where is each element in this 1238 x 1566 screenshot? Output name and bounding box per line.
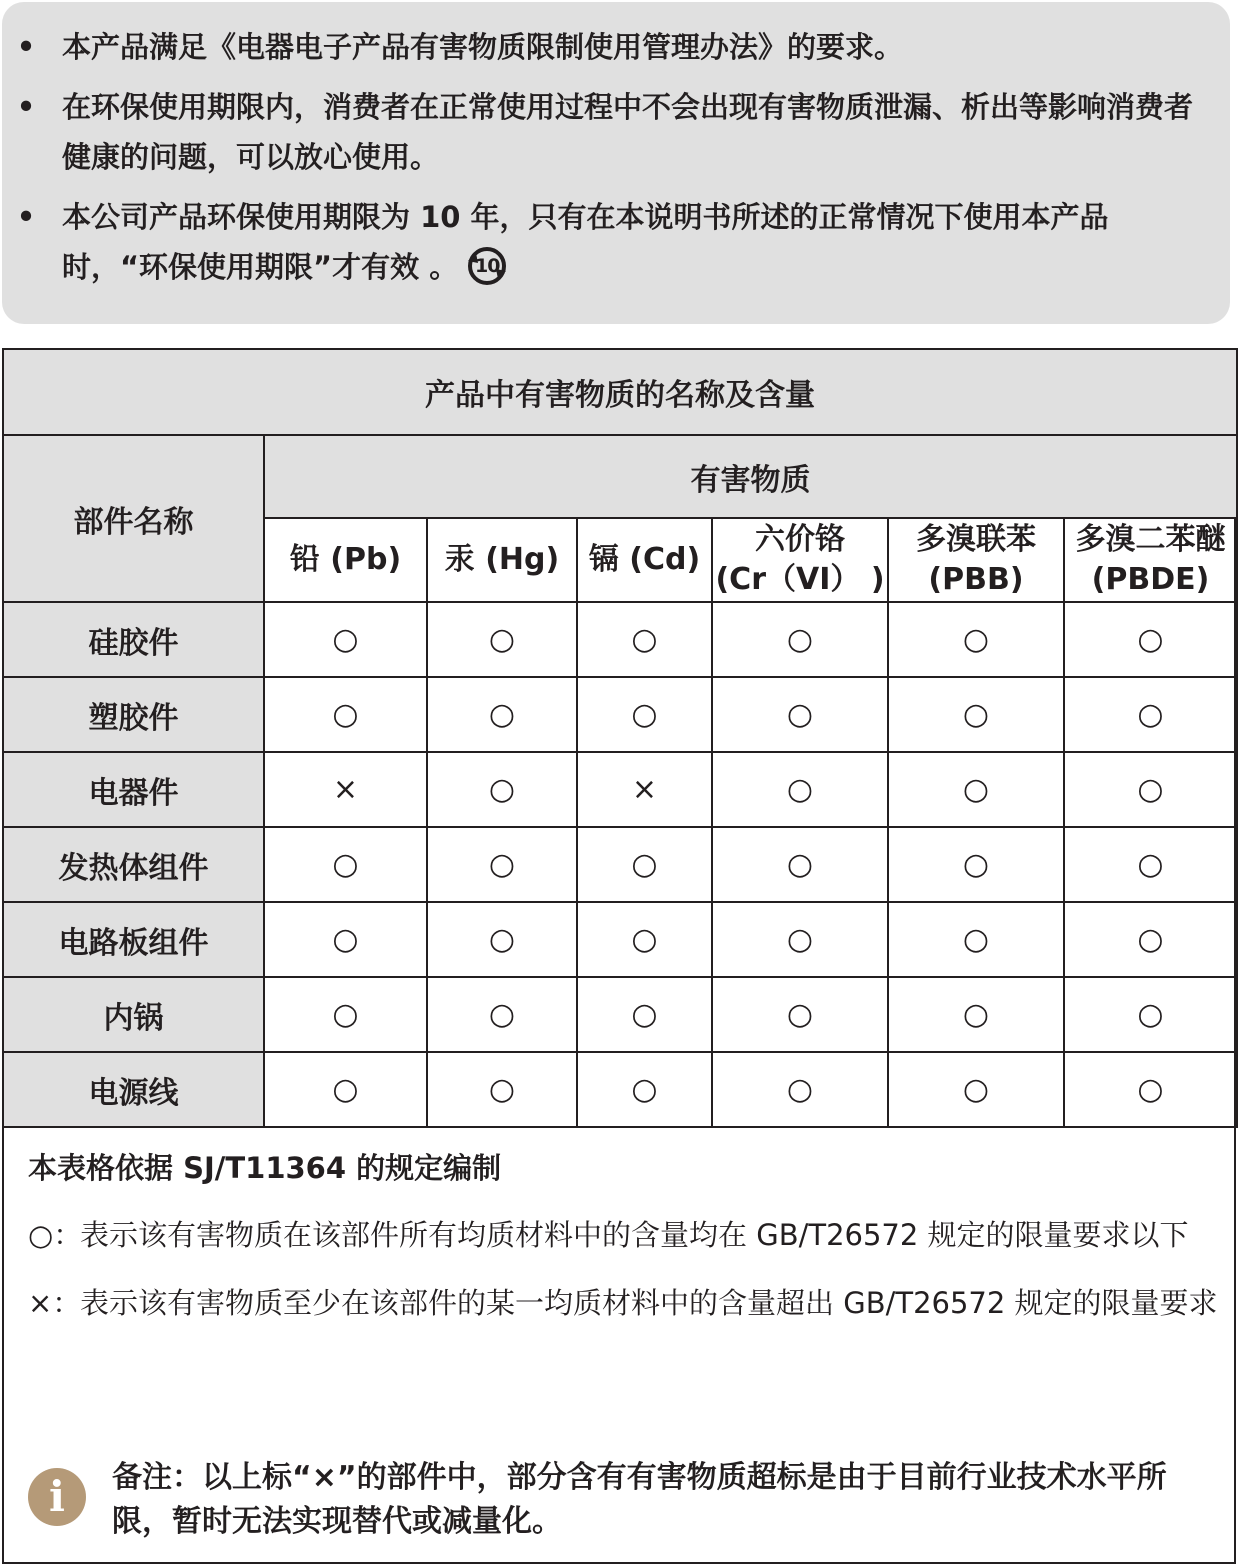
substance-mark-cell bbox=[264, 977, 427, 1052]
substance-mark-cell bbox=[888, 902, 1064, 977]
substance-mark-cell bbox=[264, 902, 427, 977]
table-row bbox=[3, 977, 1237, 1052]
compliant-mark: ○ bbox=[1137, 622, 1164, 657]
substance-mark-cell bbox=[427, 827, 577, 902]
substance-mark-cell bbox=[264, 677, 427, 752]
substance-header-line: 多溴二苯醚 bbox=[1075, 522, 1226, 557]
substance-column-header bbox=[577, 518, 712, 602]
compliant-mark: ○ bbox=[488, 697, 516, 732]
substance-mark-cell bbox=[427, 1052, 577, 1127]
compliant-mark: ○ bbox=[631, 1072, 658, 1107]
compliant-mark: ○ bbox=[1137, 997, 1164, 1032]
standard-note: 本表格依据 SJ/T11364 的规定编制 bbox=[28, 1151, 502, 1185]
substance-header-line: 铅 (Pb) bbox=[289, 542, 402, 577]
compliant-mark: ○ bbox=[786, 997, 814, 1032]
compliant-mark: ○ bbox=[631, 847, 658, 882]
compliant-mark: ○ bbox=[786, 922, 814, 957]
compliant-mark: ○ bbox=[332, 1072, 359, 1107]
table-row bbox=[3, 677, 1237, 752]
compliant-mark: ○ bbox=[332, 697, 359, 732]
substance-mark-cell bbox=[888, 752, 1064, 827]
substance-mark-cell bbox=[712, 827, 888, 902]
substance-mark-cell bbox=[712, 1052, 888, 1127]
intro-box bbox=[2, 2, 1230, 324]
compliant-mark: ○ bbox=[631, 622, 658, 657]
compliant-mark: ○ bbox=[786, 1072, 814, 1107]
compliant-mark: ○ bbox=[962, 697, 990, 732]
substance-mark-cell bbox=[264, 827, 427, 902]
compliant-mark: ○ bbox=[1137, 772, 1164, 807]
compliant-mark: ○ bbox=[488, 622, 516, 657]
compliant-mark: ○ bbox=[786, 622, 814, 657]
table-notes bbox=[28, 1148, 1218, 1324]
substance-mark-cell bbox=[427, 677, 577, 752]
compliant-mark: ○ bbox=[488, 772, 516, 807]
table-title: 产品中有害物质的名称及含量 bbox=[3, 349, 1237, 435]
compliant-mark: ○ bbox=[332, 847, 359, 882]
remark-text: 备注：以上标“×”的部件中，部分含有有害物质超标是由于目前行业技术水平所限，暂时无法实现替代或减量化。 bbox=[112, 1460, 1167, 1539]
compliant-mark: ○ bbox=[631, 697, 658, 732]
table-row bbox=[3, 1052, 1237, 1127]
compliant-mark: ○ bbox=[962, 922, 990, 957]
intro-bullet bbox=[16, 82, 1210, 182]
substance-header: 有害物质 bbox=[264, 435, 1237, 518]
substance-mark-cell bbox=[427, 902, 577, 977]
hazard-table bbox=[2, 348, 1236, 1564]
compliant-mark: ○ bbox=[631, 922, 658, 957]
substance-mark-cell bbox=[1064, 1052, 1237, 1127]
circle-legend-text: 表示该有害物质在该部件所有均质材料中的含量均在 GB/T26572 规定的限量要求以下 bbox=[80, 1218, 1189, 1252]
part-name-cell: 塑胶件 bbox=[3, 677, 264, 752]
compliant-mark: ○ bbox=[488, 847, 516, 882]
substance-header-line: 汞 (Hg) bbox=[444, 542, 560, 577]
substance-mark-cell bbox=[577, 752, 712, 827]
substance-mark-cell bbox=[888, 827, 1064, 902]
substance-mark-cell bbox=[712, 752, 888, 827]
cross-legend bbox=[28, 1282, 1218, 1324]
part-name-cell: 电路板组件 bbox=[3, 902, 264, 977]
part-name-cell: 电器件 bbox=[3, 752, 264, 827]
substance-mark-cell bbox=[577, 902, 712, 977]
substance-header-line: 六价铬 bbox=[755, 522, 845, 557]
substance-column-header bbox=[264, 518, 427, 602]
substance-mark-cell bbox=[427, 977, 577, 1052]
table-row bbox=[3, 602, 1237, 677]
substance-mark-cell bbox=[1064, 977, 1237, 1052]
substance-mark-cell bbox=[1064, 602, 1237, 677]
substance-header-line: (Cr（VI） ) bbox=[715, 562, 885, 597]
intro-bullet bbox=[16, 192, 1210, 292]
compliant-mark: ○ bbox=[786, 847, 814, 882]
compliant-mark: ○ bbox=[631, 997, 658, 1032]
cross-symbol: ×： bbox=[28, 1286, 82, 1320]
table-row bbox=[3, 827, 1237, 902]
substance-mark-cell bbox=[888, 1052, 1064, 1127]
compliant-mark: ○ bbox=[332, 922, 359, 957]
table-row bbox=[3, 752, 1237, 827]
circle-legend bbox=[28, 1214, 1218, 1256]
part-name-cell: 发热体组件 bbox=[3, 827, 264, 902]
intro-bullet bbox=[16, 22, 1210, 72]
substance-mark-cell bbox=[1064, 677, 1237, 752]
substance-mark-cell bbox=[427, 752, 577, 827]
substance-mark-cell bbox=[712, 602, 888, 677]
compliant-mark: ○ bbox=[786, 697, 814, 732]
compliant-mark: ○ bbox=[488, 922, 516, 957]
compliant-mark: ○ bbox=[1137, 922, 1164, 957]
substance-mark-cell bbox=[888, 677, 1064, 752]
info-icon: i bbox=[28, 1468, 86, 1526]
compliant-mark: ○ bbox=[332, 997, 359, 1032]
substance-mark-cell bbox=[1064, 752, 1237, 827]
substance-mark-cell bbox=[888, 977, 1064, 1052]
substance-mark-cell bbox=[264, 752, 427, 827]
compliant-mark: ○ bbox=[1137, 847, 1164, 882]
eco-period-10-icon bbox=[464, 243, 510, 289]
substance-mark-cell bbox=[1064, 902, 1237, 977]
part-name-header: 部件名称 bbox=[3, 435, 264, 602]
part-name-cell: 电源线 bbox=[3, 1052, 264, 1127]
substance-column-header bbox=[427, 518, 577, 602]
circle-symbol: ○： bbox=[28, 1218, 83, 1252]
eco-period-number: 10 bbox=[474, 255, 500, 277]
compliant-mark: ○ bbox=[488, 1072, 516, 1107]
compliant-mark: ○ bbox=[1137, 1072, 1164, 1107]
compliant-mark: ○ bbox=[962, 1072, 990, 1107]
bullet-dot: • bbox=[16, 200, 36, 234]
substance-header-line: (PBB) bbox=[928, 562, 1024, 597]
compliant-mark: ○ bbox=[962, 847, 990, 882]
part-name-cell: 内锅 bbox=[3, 977, 264, 1052]
exceeds-mark: × bbox=[631, 772, 658, 807]
substance-mark-cell bbox=[712, 677, 888, 752]
bullet-text: 本公司产品环保使用期限为 10 年，只有在本说明书所述的正常情况下使用本产品时，“环保使用期限”才有效 。 bbox=[62, 200, 1109, 284]
substance-mark-cell bbox=[1064, 827, 1237, 902]
bullet-text: 在环保使用期限内，消费者在正常使用过程中不会出现有害物质泄漏、析出等影响消费者健康的问题，可以放心使用。 bbox=[62, 90, 1194, 174]
substance-mark-cell bbox=[712, 902, 888, 977]
substance-header-line: 多溴联苯 bbox=[916, 522, 1036, 557]
substance-column-header bbox=[888, 518, 1064, 602]
substance-header-line: 镉 (Cd) bbox=[588, 542, 701, 577]
substance-mark-cell bbox=[427, 602, 577, 677]
table-row bbox=[3, 902, 1237, 977]
substance-mark-cell bbox=[712, 977, 888, 1052]
substance-mark-cell bbox=[264, 1052, 427, 1127]
cross-legend-text: 表示该有害物质至少在该部件的某一均质材料中的含量超出 GB/T26572 规定的限量要求 bbox=[80, 1286, 1218, 1320]
substance-mark-cell bbox=[577, 602, 712, 677]
compliant-mark: ○ bbox=[1137, 697, 1164, 732]
remark bbox=[28, 1456, 1208, 1546]
substance-mark-cell bbox=[577, 827, 712, 902]
bullet-dot: • bbox=[16, 30, 36, 64]
compliant-mark: ○ bbox=[786, 772, 814, 807]
exceeds-mark: × bbox=[332, 772, 359, 807]
compliant-mark: ○ bbox=[332, 622, 359, 657]
substance-mark-cell bbox=[577, 1052, 712, 1127]
part-name-cell: 硅胶件 bbox=[3, 602, 264, 677]
substance-mark-cell bbox=[264, 602, 427, 677]
substance-column-header bbox=[1064, 518, 1237, 602]
bullet-dot: • bbox=[16, 90, 36, 124]
compliant-mark: ○ bbox=[488, 997, 516, 1032]
bullet-text: 本产品满足《电器电子产品有害物质限制使用管理办法》的要求。 bbox=[62, 30, 904, 64]
substance-header-line: (PBDE) bbox=[1091, 562, 1210, 597]
substance-mark-cell bbox=[888, 602, 1064, 677]
substance-column-header bbox=[712, 518, 888, 602]
compliant-mark: ○ bbox=[962, 997, 990, 1032]
compliant-mark: ○ bbox=[962, 772, 990, 807]
substance-mark-cell bbox=[577, 977, 712, 1052]
compliant-mark: ○ bbox=[962, 622, 990, 657]
substance-mark-cell bbox=[577, 677, 712, 752]
